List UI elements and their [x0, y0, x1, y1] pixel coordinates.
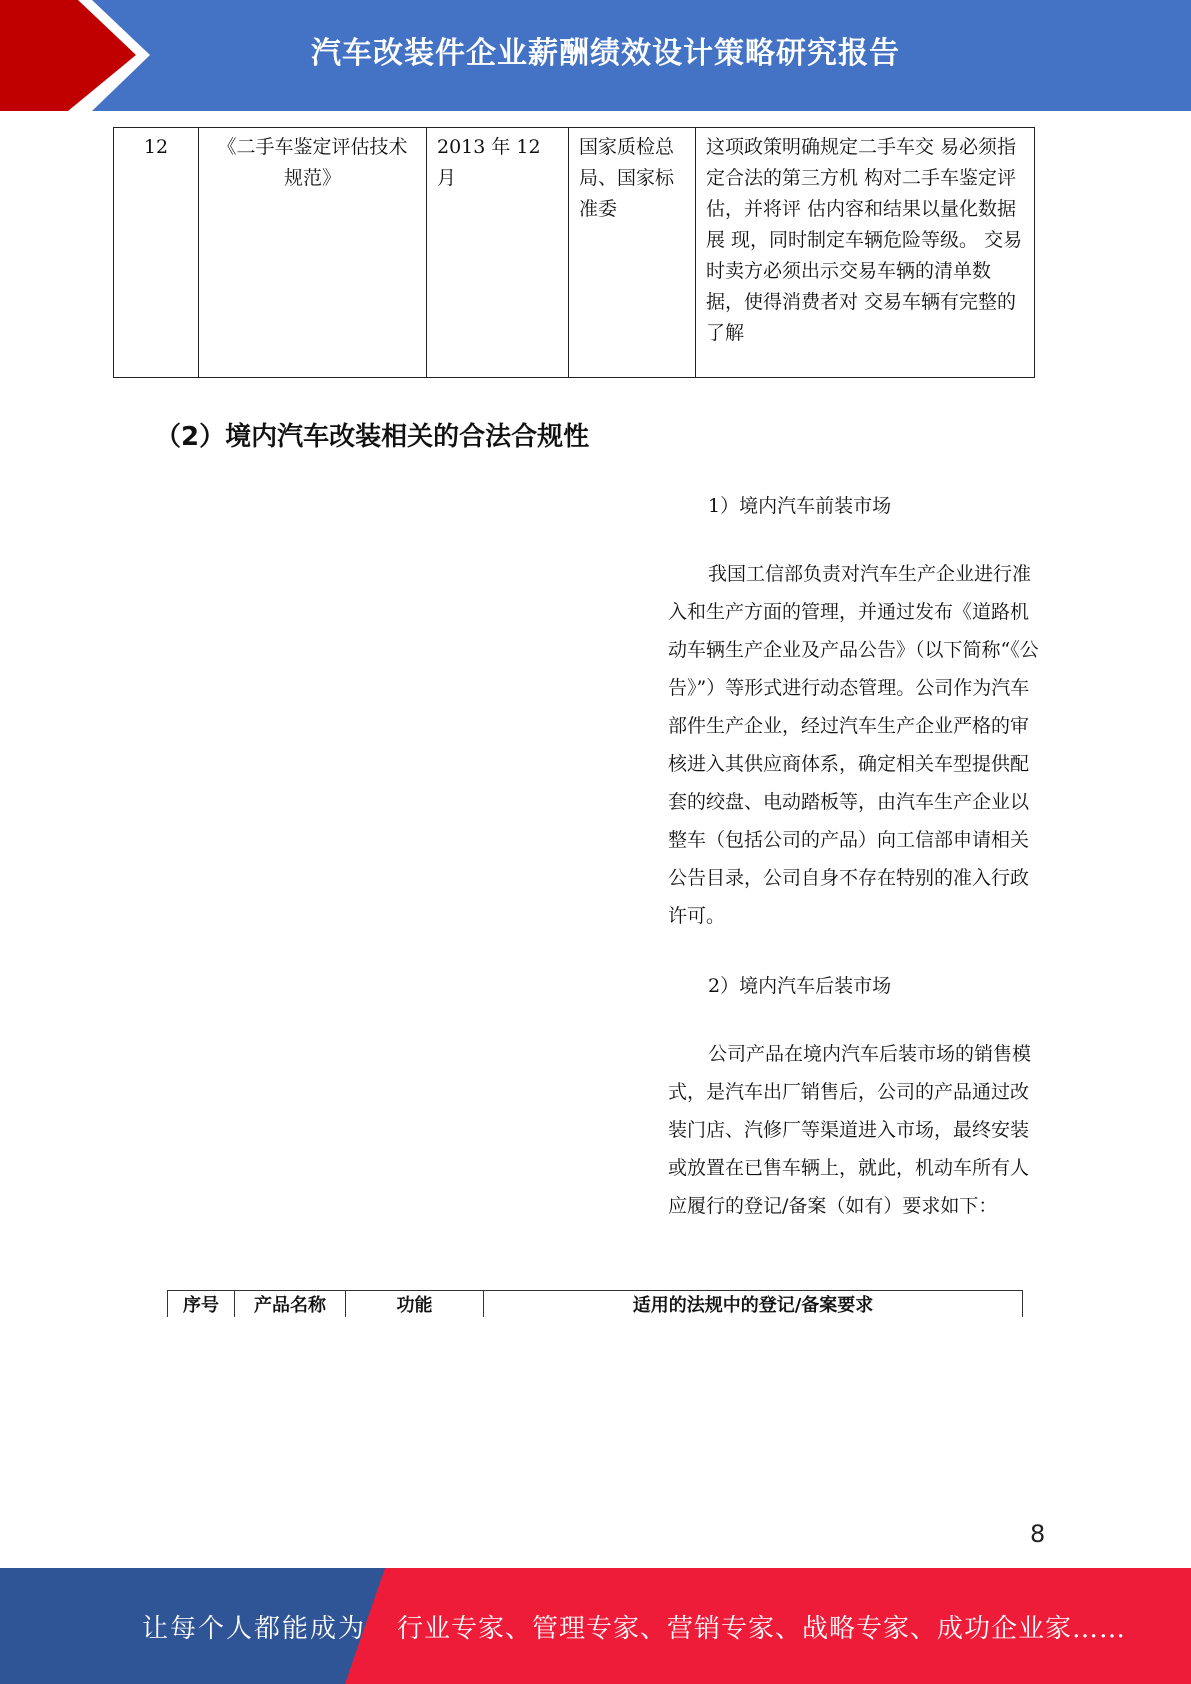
table-row	[114, 128, 1035, 378]
section-body	[668, 487, 1046, 1225]
column-header: 产品名称	[235, 1291, 346, 1318]
header-title: 汽车改装件企业薪酬绩效设计策略研究报告	[311, 36, 900, 71]
footer-slogan-left: 让每个人都能成为	[142, 1614, 367, 1644]
footer-slogan-right: 行业专家、管理专家、营销专家、战略专家、成功企业家……	[397, 1614, 1127, 1644]
column-header: 序号	[168, 1291, 235, 1318]
page-footer	[0, 1568, 1191, 1684]
paragraph-front-market: 我国工信部负责对汽车生产企业进行准入和生产方面的管理，并通过发布《道路机动车辆生产企业及产品公告》（以下简称“《公告》”）等形式进行动态管理。公司作为汽车部件生产企业，经过汽车生产企业严格的审核进入其供应商体系，确定相关车型提供配套的绞盘、电动踏板等，由汽车生产企业以整车（包括公司的产品）向工信部申请相关公告目录，公司自身不存在特别的准入行政许可。	[668, 563, 1039, 927]
header-red-arrow-decoration	[0, 0, 160, 111]
page-header	[0, 0, 1191, 111]
policy-date: 2013 年 12 月	[427, 128, 569, 378]
subsection-title-front-market: 1）境内汽车前装市场	[708, 495, 892, 517]
policy-title: 《二手车鉴定评估技术规范》	[199, 128, 427, 378]
paragraph-after-market: 公司产品在境内汽车后装市场的销售模式，是汽车出厂销售后，公司的产品通过改装门店、汽修厂等渠道进入市场，最终安装或放置在已售车辆上，就此，机动车所有人应履行的登记/备案（如有）要求如下：	[668, 1043, 1032, 1217]
column-header: 适用的法规中的登记/备案要求	[484, 1291, 1023, 1318]
policy-number: 12	[114, 128, 199, 378]
policy-issuer: 国家质检总局、国家标准委	[569, 128, 696, 378]
policy-table	[113, 127, 1035, 378]
requirements-table	[167, 1290, 1023, 1317]
column-header: 功能	[346, 1291, 484, 1318]
subsection-title-after-market: 2）境内汽车后装市场	[708, 975, 892, 997]
section-heading: （2）境内汽车改装相关的合法合规性	[155, 422, 590, 452]
page-number: 8	[1030, 1520, 1046, 1548]
policy-description: 这项政策明确规定二手车交 易必须指定合法的第三方机 构对二手车鉴定评估，并将评 估内容和结果以量化数据展 现，同时制定车辆危险等级。 交易时卖方必须出示交易车辆的清单数据，使得消费者对 交易车辆有完整的了解	[696, 128, 1035, 378]
table-header-row	[168, 1291, 1023, 1318]
